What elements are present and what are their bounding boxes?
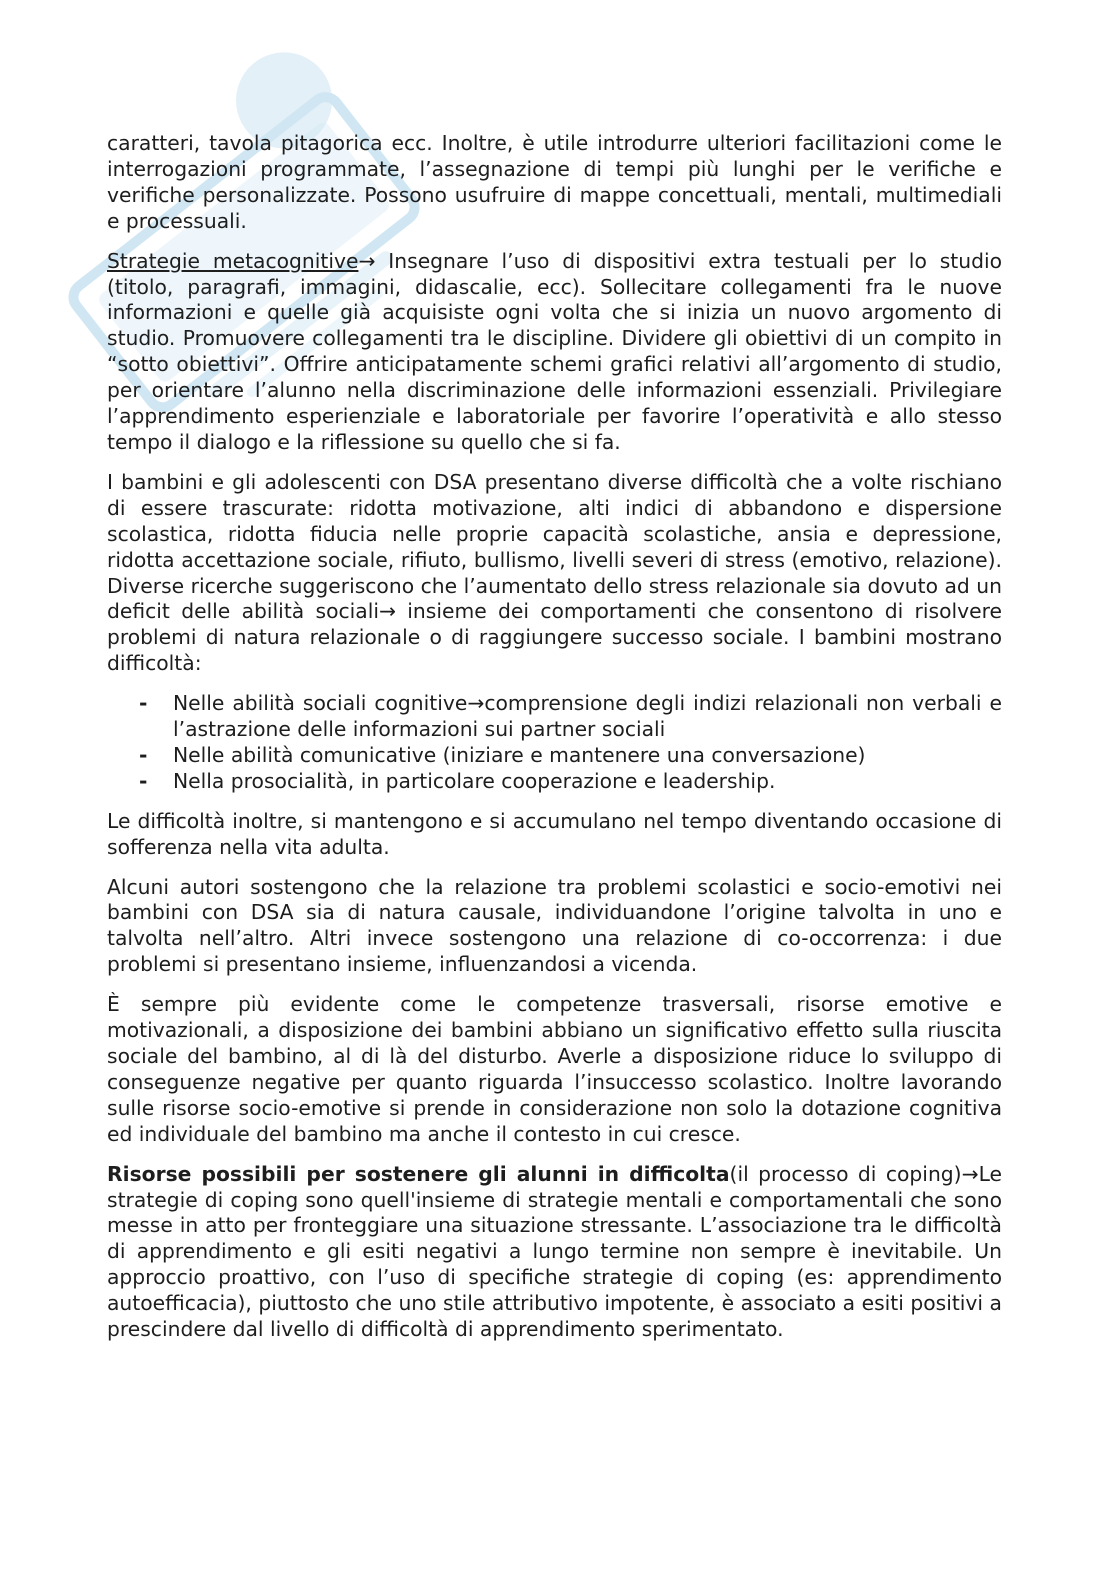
list-item-text: Nella prosocialità, in particolare cooperazione e leadership. bbox=[173, 768, 776, 793]
paragraph-coping bbox=[107, 1162, 1002, 1343]
dash-bullet: - bbox=[139, 742, 148, 767]
document-page bbox=[107, 131, 1002, 1357]
list-item bbox=[107, 691, 1002, 743]
paragraph-transversal-skills: È sempre più evidente come le competenze trasversali, risorse emotive e motivazionali, a disposizione dei bambini abbiano un significativo effetto sulla riuscita sociale del bambino, al di là del disturbo. Averle a disposizione riduce lo sviluppo di conseguenze negative per quanto riguarda l’insuccesso scolastico. Inoltre lavorando sulle risorse socio-emotive si prende in considerazione non solo la dotazione cognitiva ed individuale del bambino ma anche il contesto in cui cresce. bbox=[107, 992, 1002, 1146]
list-item bbox=[107, 743, 1002, 769]
paragraph-coping-body: (il processo di coping)→Le strategie di coping sono quell'insieme di strategie mentali e comportamentali che sono messe in atto per fronteggiare una situazione stressante. L’associazione tra le difficoltà di apprendimento e gli esiti negativi a lungo termine non sempre è inevitabile. Un approccio proattivo, con l’uso di specifiche strategie di coping (es: apprendimento autoefficacia), piuttosto che uno stile attributivo impotente, è associato a esiti positivi a prescindere dal livello di difficoltà di apprendimento sperimentato. bbox=[107, 1161, 1002, 1342]
dash-bullet: - bbox=[139, 691, 148, 716]
section-heading-metacognitive: Strategie metacognitive bbox=[107, 248, 359, 273]
difficulty-list bbox=[107, 691, 1002, 795]
paragraph-causal-relation: Alcuni autori sostengono che la relazione tra problemi scolastici e socio-emotivi nei bambini con DSA sia di natura causale, individuandone l’origine talvolta in uno e talvolta nell’altro. Altri invece sostengono una relazione di co-occorrenza: i due problemi si presentano insieme, influenzandosi a vicenda. bbox=[107, 874, 1002, 977]
list-item-text: Nelle abilità comunicative (iniziare e mantenere una conversazione) bbox=[173, 742, 866, 767]
dash-bullet: - bbox=[139, 768, 148, 793]
section-heading-coping: Risorse possibili per sostenere gli alunni in difficolta bbox=[107, 1161, 730, 1186]
paragraph-adult-suffering: Le difficoltà inoltre, si mantengono e si accumulano nel tempo diventando occasione di sofferenza nella vita adulta. bbox=[107, 808, 1002, 859]
paragraph-metacognitive bbox=[107, 249, 1002, 456]
list-item-text: Nelle abilità sociali cognitive→comprensione degli indizi relazionali non verbali e l’astrazione delle informazioni sui partner sociali bbox=[173, 691, 1002, 742]
list-item bbox=[107, 769, 1002, 795]
paragraph-dsa-difficulties: I bambini e gli adolescenti con DSA presentano diverse difficoltà che a volte rischiano di essere trascurate: ridotta motivazione, alti indici di abbandono e dispersione scolastica, ridotta fiducia nelle proprie capacità scolastiche, ansia e depressione, ridotta accettazione sociale, rifiuto, bullismo, livelli severi di stress (emotivo, relazione). Diverse ricerche suggeriscono che l’aumentato dello stress relazionale sia dovuto ad un deficit delle abilità sociali→ insieme dei comportamenti che consentono di risolvere problemi di natura relazionale o di raggiungere successo sociale. I bambini mostrano difficoltà: bbox=[107, 469, 1002, 676]
paragraph-metacognitive-body: → Insegnare l’uso di dispositivi extra testuali per lo studio (titolo, paragrafi, immagini, didascalie, ecc). Sollecitare collegamenti fra le nuove informazioni e quelle già acquisiste ogni volta che si inizia un nuovo argomento di studio. Promuovere collegamenti tra le discipline. Dividere gli obiettivi di un compito in “sotto obiettivi”. Offrire anticipatamente schemi grafici relativi all’argomento di studio, per orientare l’alunno nella discriminazione delle informazioni essenziali. Privilegiare l’apprendimento esperienziale e laboratoriale per favorire l’operatività e allo stesso tempo il dialogo e la riflessione su quello che si fa. bbox=[107, 248, 1002, 454]
paragraph-1: caratteri, tavola pitagorica ecc. Inoltre, è utile introdurre ulteriori facilitazioni come le interrogazioni programmate, l’assegnazione di tempi più lunghi per le verifiche e verifiche personalizzate. Possono usufruire di mappe concettuali, mentali, multimediali e processuali. bbox=[107, 131, 1002, 233]
